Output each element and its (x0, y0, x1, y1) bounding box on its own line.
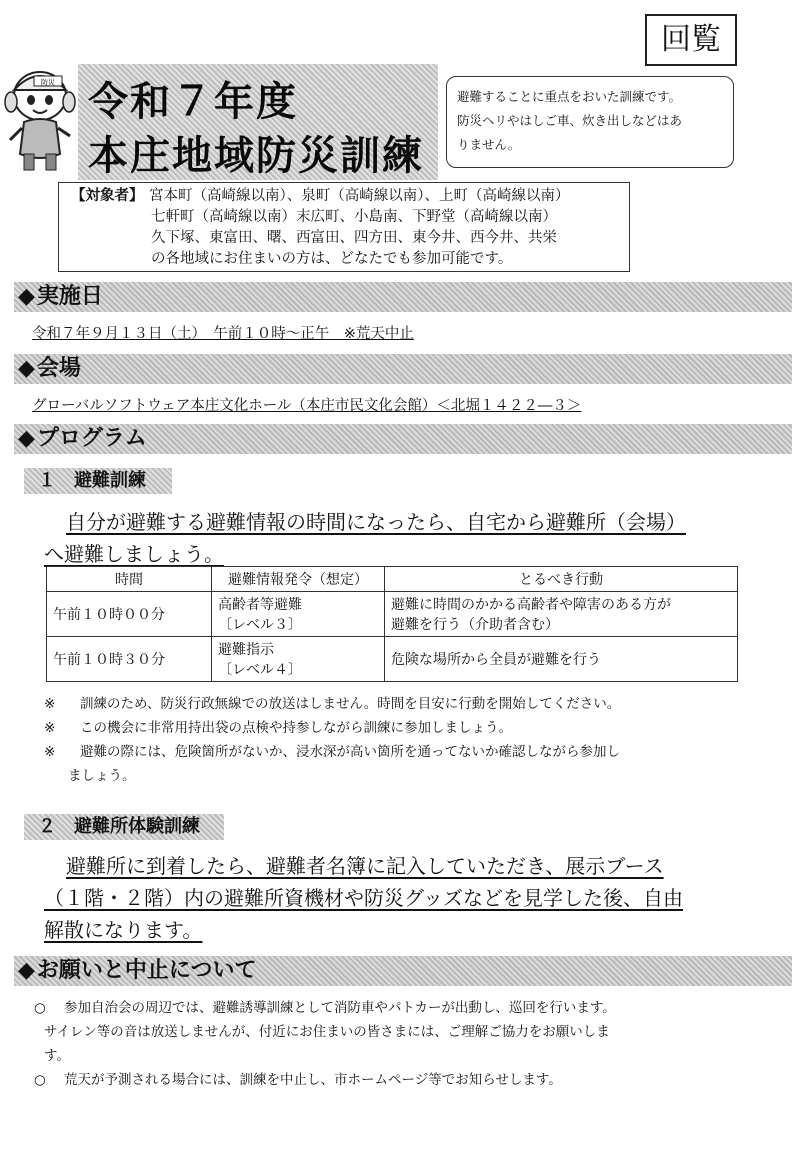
drill-notes (44, 692, 764, 788)
section-request-heading: ◆お願いと中止について (14, 956, 792, 986)
cell-action: 危険な場所から全員が避難を行う (385, 637, 738, 682)
target-line: 宮本町（高崎線以南）、泉町（高崎線以南）、上町（高崎線以南） (149, 188, 570, 204)
note-line: りません。 (457, 137, 521, 152)
cell-info: 高齢者等避難 〔レベル３〕 (212, 592, 385, 637)
table-header-info: 避難情報発令（想定） (212, 567, 385, 592)
target-line: 久下塚、東富田、曙、西富田、四方田、東今井、西今井、共栄 (151, 230, 557, 246)
note-line: 防災ヘリやはしご車、炊き出しなどはあ (457, 113, 683, 128)
cell-info: 避難指示 〔レベル４〕 (212, 637, 385, 682)
schedule-table (46, 566, 738, 682)
title-event: 本庄地域防災訓練 (88, 133, 424, 179)
note-box (446, 76, 734, 168)
target-area-box (58, 182, 630, 272)
note-item: ※ 避難の際には、危険箇所がないか、浸水深が高い箇所を通ってないか確認しながら参加し (44, 744, 620, 760)
note-item-continued: ましょう。 (68, 768, 136, 784)
shelter-drill-heading: ２ 避難所体験訓練 (24, 814, 224, 840)
target-heading: 【対象者】 (71, 188, 144, 204)
diamond-icon: ◆ (18, 426, 35, 451)
table-row (47, 592, 738, 637)
section-program-heading: ◆プログラム (14, 424, 792, 454)
cell-action: 避難に時間のかかる高齢者や障害のある方が 避難を行う（介助者含む） (385, 592, 738, 637)
table-header-action: とるべき行動 (385, 567, 738, 592)
mascot-illustration (4, 66, 76, 176)
target-line: の各地域にお住まいの方は、どなたでも参加可能です。 (151, 251, 513, 267)
diamond-icon: ◆ (18, 958, 35, 983)
circulation-stamp: 回覧 (645, 14, 737, 66)
title-year: 令和７年度 (88, 79, 298, 125)
request-item: ○ 参加自治会の周辺では、避難誘導訓練として消防車やパトカーが出動し、巡回を行います。 (34, 1000, 616, 1016)
cell-time: 午前１０時００分 (47, 592, 212, 637)
table-row (47, 637, 738, 682)
diamond-icon: ◆ (18, 284, 35, 309)
target-line: 七軒町（高崎線以南）末広町、小島南、下野堂（高崎線以南） (151, 209, 557, 225)
note-line: 避難することに重点をおいた訓練です。 (457, 89, 682, 104)
diamond-icon: ◆ (18, 356, 35, 381)
table-header-time: 時間 (47, 567, 212, 592)
section-venue-heading: ◆会場 (14, 354, 792, 384)
title-banner (78, 64, 438, 180)
section-date-heading: ◆実施日 (14, 282, 792, 312)
evacuation-drill-heading: １ 避難訓練 (24, 468, 172, 494)
shelter-lead: 避難所に到着したら、避難者名簿に記入していただき、展示ブース （１階・２階）内の避難所資機材や防災グッズなどを見学した後、自由 解散になります。 (44, 854, 683, 942)
request-list: ○ 参加自治会の周辺では、避難誘導訓練として消防車やパトカーが出動し、巡回を行います。 サイレン等の音は放送しませんが、付近にお住まいの皆さまには、ご理解ご協力をお願いしま す。 ○ 荒天が予測される場合には、訓練を中止し、市ホームページ等でお知らせします。 (34, 996, 774, 1092)
mascot-badge: 防災 (41, 78, 55, 87)
request-item: ○ 荒天が予測される場合には、訓練を中止し、市ホームページ等でお知らせします。 (34, 1072, 562, 1088)
venue-text: グローバルソフトウェア本庄文化ホール（本庄市民文化会館）＜北堀１４２２―３＞ (32, 398, 582, 414)
cell-time: 午前１０時３０分 (47, 637, 212, 682)
event-date: 令和７年９月１３日（土） 午前１０時～正午 ※荒天中止 (32, 326, 414, 342)
note-item: ※ この機会に非常用持出袋の点検や持参しながら訓練に参加しましょう。 (44, 720, 512, 736)
evacuation-lead: 自分が避難する避難情報の時間になったら、自宅から避難所（会場） へ避難しましょう。 (44, 510, 686, 566)
note-item: ※ 訓練のため、防災行政無線での放送はしません。時間を目安に行動を開始してください。 (44, 696, 621, 712)
